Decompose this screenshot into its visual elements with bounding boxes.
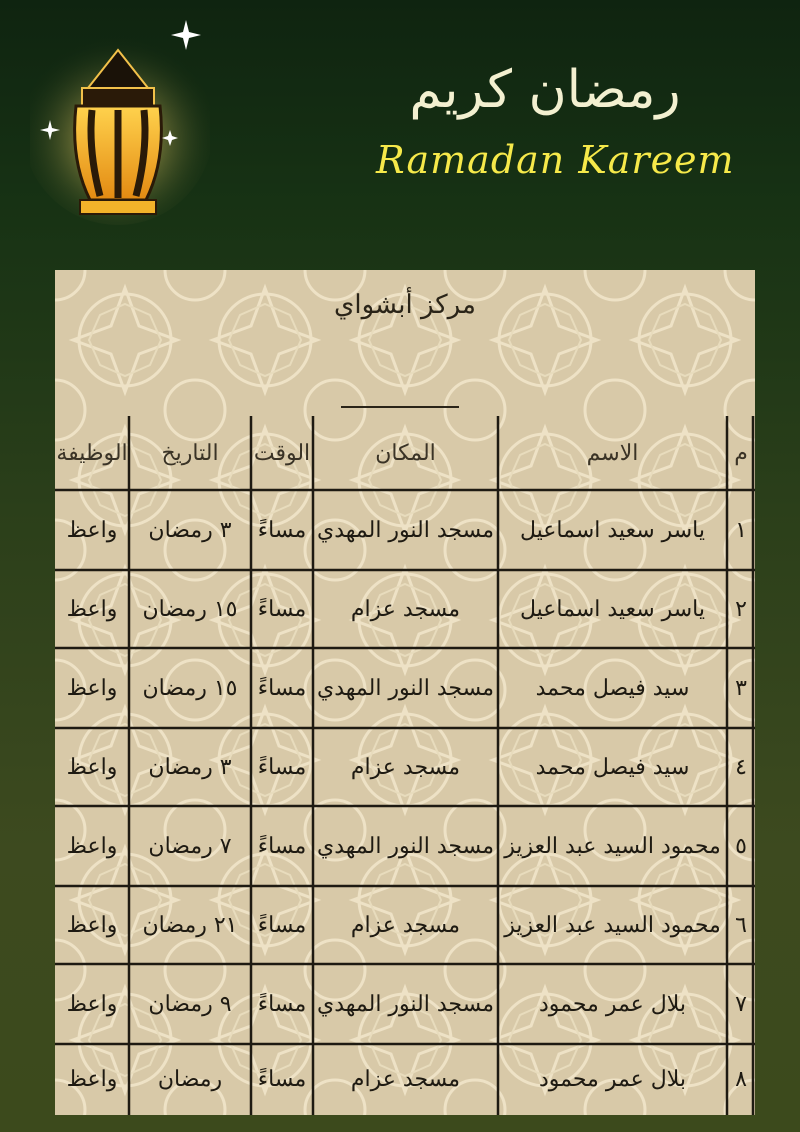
row-date: ٣ رمضان	[148, 754, 232, 780]
column-header-role: الوظيفة	[56, 440, 128, 466]
row-number: ٨	[735, 1067, 747, 1092]
row-number: ٥	[735, 833, 747, 859]
row-role: واعظ	[66, 833, 118, 859]
row-date: ٢١ رمضان	[142, 912, 238, 938]
row-place: مسجد عزام	[350, 754, 461, 780]
row-role: واعظ	[66, 517, 118, 543]
row-date: ١٥ رمضان	[142, 675, 238, 701]
row-name: محمود السيد عبد العزيز	[504, 912, 721, 938]
crescent-icon	[340, 20, 735, 230]
center-name: مركز أبشواي	[334, 290, 476, 320]
latin-greeting: Ramadan Kareem	[376, 138, 735, 182]
arabic-greeting: رمضان كريم	[409, 60, 681, 120]
row-place: مسجد النور المهدي	[316, 833, 495, 859]
row-place: مسجد عزام	[350, 596, 461, 622]
row-place: مسجد النور المهدي	[316, 991, 495, 1017]
row-number: ٦	[735, 912, 747, 938]
row-name: بلال عمر محمود	[538, 991, 687, 1017]
row-time: مساءً	[257, 517, 307, 543]
column-header-time: الوقت	[253, 440, 311, 466]
row-number: ١	[735, 517, 747, 543]
row-time: مساءً	[257, 675, 307, 701]
row-date: ٩ رمضان	[148, 991, 232, 1017]
row-number: ٤	[735, 754, 747, 780]
row-place: مسجد عزام	[350, 1067, 461, 1092]
column-header-place: المكان	[375, 440, 436, 466]
row-role: واعظ	[66, 991, 118, 1017]
lantern-graphic	[30, 10, 210, 250]
row-place: مسجد النور المهدي	[316, 675, 495, 701]
row-name: ياسر سعيد اسماعيل	[520, 596, 706, 622]
row-time: مساءً	[257, 991, 307, 1017]
greeting-block	[340, 20, 735, 230]
column-header-num: م	[734, 440, 748, 466]
row-role: واعظ	[66, 596, 118, 622]
row-name: بلال عمر محمود	[538, 1067, 687, 1092]
row-number: ٣	[735, 675, 747, 701]
column-header-date: التاريخ	[161, 440, 219, 466]
row-date: رمضان	[157, 1067, 223, 1092]
row-name: محمود السيد عبد العزيز	[504, 833, 721, 859]
row-name: سيد فيصل محمد	[535, 675, 690, 701]
column-header-name: الاسم	[586, 440, 639, 466]
row-place: مسجد عزام	[350, 912, 461, 938]
lantern-icon	[30, 10, 210, 250]
row-number: ٧	[735, 991, 747, 1017]
row-date: ٧ رمضان	[148, 833, 232, 859]
row-name: سيد فيصل محمد	[535, 754, 690, 780]
row-date: ٣ رمضان	[148, 517, 232, 543]
row-time: مساءً	[257, 596, 307, 622]
row-role: واعظ	[66, 675, 118, 701]
row-time: مساءً	[257, 912, 307, 938]
row-number: ٢	[735, 596, 747, 622]
row-place: مسجد النور المهدي	[316, 517, 495, 543]
title-underline	[341, 406, 459, 408]
row-role: واعظ	[66, 1067, 118, 1092]
row-name: ياسر سعيد اسماعيل	[520, 517, 706, 543]
header-banner	[0, 0, 800, 260]
row-role: واعظ	[66, 912, 118, 938]
schedule-document	[55, 270, 755, 1115]
row-time: مساءً	[257, 833, 307, 859]
row-time: مساءً	[257, 754, 307, 780]
row-role: واعظ	[66, 754, 118, 780]
row-date: ١٥ رمضان	[142, 596, 238, 622]
row-time: مساءً	[257, 1067, 307, 1092]
